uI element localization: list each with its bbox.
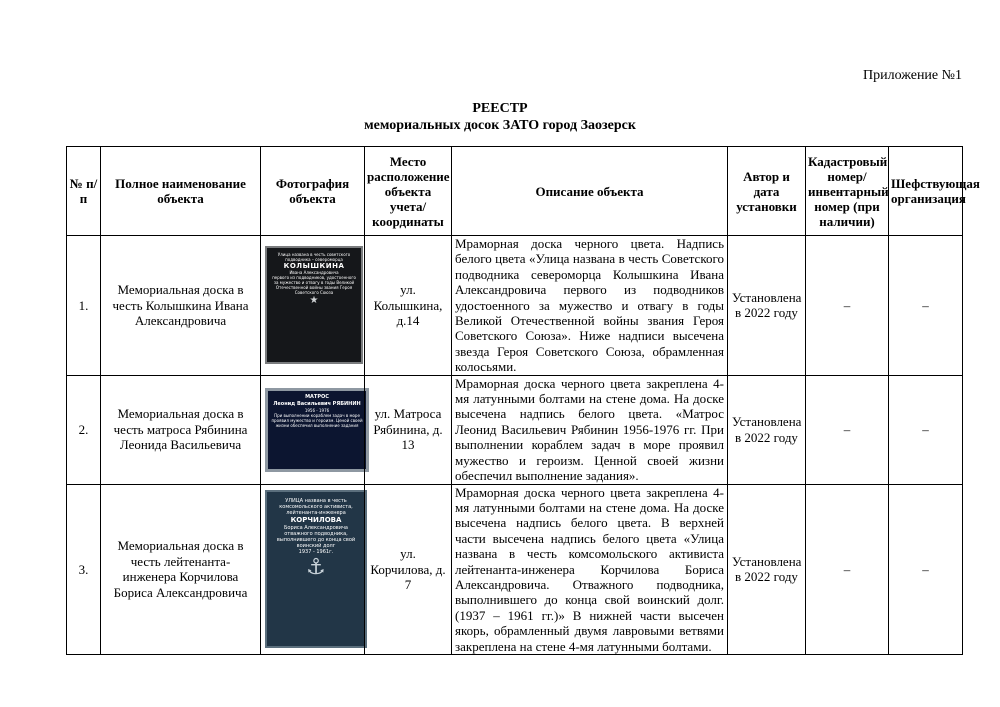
header-num: № п/п xyxy=(67,147,101,236)
title-line-2: мемориальных досок ЗАТО город Заозерск xyxy=(364,118,636,133)
header-location: Место расположение объекта учета/ координаты xyxy=(365,147,452,236)
header-patron: Шефствующая организация xyxy=(889,147,963,236)
row-patron: – xyxy=(889,375,963,484)
row-description: Мраморная доска черного цвета. Надпись белого цвета «Улица названа в честь Советского подводника североморца Колышкина Ивана Александровича первого из подводников удостоенного за мужество и отвагу в годы Великой Отечественной войны звания Героя Советского Союза». Ниже надписи высечена звезда Героя Советского Союза, обрамленная колосьями. xyxy=(452,236,728,376)
row-location: ул. Корчилова, д. 7 xyxy=(365,484,452,654)
plaque-photo-korchilov: УЛИЦА названа в честь комсомольского активиста, лейтенанта-инженера КОРЧИЛОВА Бориса Александровича отважного подводника, выполнившего до конца свой воинский долг 1937 - 1961г. ⚓ xyxy=(265,490,367,648)
plaque-photo-ryabinin: МАТРОС Леонид Васильевич РЯБИНИН 1956 - 1976 При выполнении кораблем задач в море проявил мужество и героизм. Ценой своей жизни обеспечил выполнение задания xyxy=(265,388,369,472)
row-location: ул. Колышкина, д.14 xyxy=(365,236,452,376)
row-name: Мемориальная доска в честь лейтенанта-инженера Корчилова Бориса Александровича xyxy=(101,484,261,654)
title-line-1: РЕЕСТР xyxy=(472,101,528,116)
row-patron: – xyxy=(889,236,963,376)
header-name: Полное наименование объекта xyxy=(101,147,261,236)
header-description: Описание объекта xyxy=(452,147,728,236)
registry-table xyxy=(66,146,980,655)
row-photo xyxy=(261,375,365,484)
row-num: 1. xyxy=(67,236,101,376)
row-name: Мемориальная доска в честь матроса Рябинина Леонида Васильевича xyxy=(101,375,261,484)
header-cadastral: Кадастровый номер/ инвентарный номер (при наличии) xyxy=(806,147,889,236)
row-name: Мемориальная доска в честь Колышкина Ивана Александровича xyxy=(101,236,261,376)
header-photo: Фотография объекта xyxy=(261,147,365,236)
row-photo xyxy=(261,236,365,376)
row-patron: – xyxy=(889,484,963,654)
row-num: 2. xyxy=(67,375,101,484)
anchor-icon: ⚓ xyxy=(306,555,326,581)
row-num: 3. xyxy=(67,484,101,654)
row-location: ул. Матроса Рябинина, д. 13 xyxy=(365,375,452,484)
table-row xyxy=(67,484,963,654)
header-row xyxy=(67,147,963,236)
row-author: Установлена в 2022 году xyxy=(728,236,806,376)
row-author: Установлена в 2022 году xyxy=(728,375,806,484)
row-description: Мраморная доска черного цвета закреплена 4-мя латунными болтами на стене дома. На доске высечена надпись белого цвета. В верхней части высечена надпись белого цвета «Улица названа в честь комсомольского активиста лейтенанта-инженера Корчилова Бориса Александровича. Отважного подводника, выполнившего до конца свой воинский долг. (1937 – 1961 гг.)» В нижней части высечен якорь, обрамленный двумя лавровыми ветвями закреплена на стене 4-мя латунными болтами. xyxy=(452,484,728,654)
row-photo xyxy=(261,484,365,654)
row-cadastral: – xyxy=(806,375,889,484)
table-row xyxy=(67,375,963,484)
table-row xyxy=(67,236,963,376)
plaque-photo-kolyshkin: Улица названа в честь советского подводника – североморца КОЛЫШКИНА Ивана Александровича первого из подводников, удостоенного за мужество и отвагу в годы Великой Отечественной войны звания Героя Советского Союза ★ xyxy=(265,246,363,364)
appendix-label: Приложение №1 xyxy=(863,68,962,83)
row-cadastral: – xyxy=(806,484,889,654)
row-cadastral: – xyxy=(806,236,889,376)
header-author: Автор и дата установки xyxy=(728,147,806,236)
row-description: Мраморная доска черного цвета закреплена 4-мя латунными болтами на стене дома. На доске высечена надпись белого цвета. «Матрос Леонид Васильевич Рябинин 1956-1976 гг. При выполнении кораблем задач в море проявил мужество и героизм. Ценной своей жизни обеспечил выполнение задания». xyxy=(452,375,728,484)
row-author: Установлена в 2022 году xyxy=(728,484,806,654)
document-title xyxy=(0,100,1000,134)
hero-star-icon: ★ xyxy=(309,295,319,307)
